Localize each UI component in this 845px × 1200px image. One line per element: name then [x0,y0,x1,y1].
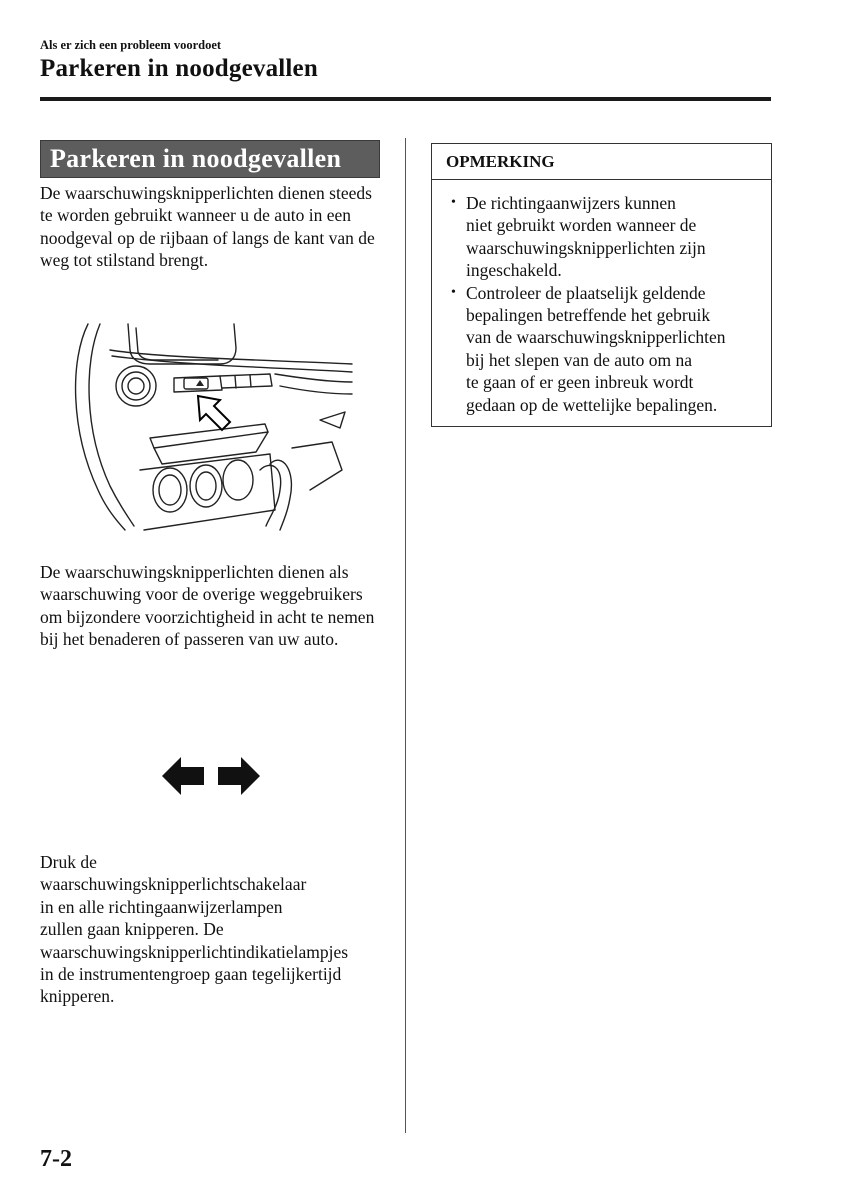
bullet-icon: • [451,284,456,300]
section-heading: Parkeren in noodgevallen [40,140,380,178]
note-item [451,282,761,416]
breadcrumb: Als er zich een probleem voordoet [40,38,222,52]
note-item [451,192,761,282]
instruction-line: in de instrumentengroep gaan tegelijkertijd [40,964,342,985]
hazard-arrows-icon [162,757,260,795]
note-box [431,143,772,427]
instruction-line: Druk de [40,852,97,872]
note-line: van de waarschuwingsknipperlichten [466,327,726,348]
instruction-line: zullen gaan knipperen. De [40,919,224,940]
paragraph-warning: De waarschuwingsknipperlichten dienen als waarschuwing voor de overige weggebruikers om bijzondere voorzichtigheid in acht te nemen bij het benaderen of passeren van uw auto. [40,562,375,650]
paragraph-instructions [40,851,385,1008]
note-line: niet gebruikt worden wanneer de [466,215,697,236]
page-number: 7-2 [40,1146,72,1172]
note-title: OPMERKING [432,144,771,180]
note-list [432,180,771,416]
column-divider [405,138,406,1133]
note-line: ingeschakeld. [466,260,562,281]
note-line: waarschuwingsknipperlichten zijn [466,237,706,258]
bullet-icon: • [451,195,456,210]
note-line: bepalingen betreffende het gebruik [466,305,711,326]
note-line: Controleer de plaatselijk geldende [466,282,706,303]
page-title: Parkeren in noodgevallen [40,55,318,82]
note-line: bij het slepen van de auto om na [466,349,692,370]
header-rule [40,97,771,101]
left-arrow-icon [162,757,204,795]
instruction-line: in en alle richtingaanwijzerlampen [40,896,283,917]
instruction-line: knipperen. [40,986,115,1007]
right-arrow-icon [218,757,260,795]
instruction-line: waarschuwingsknipperlichtindikatielampjes [40,941,349,962]
note-line: De richtingaanwijzers kunnen [466,193,676,213]
note-line: te gaan of er geen inbreuk wordt [466,372,694,393]
paragraph-intro: De waarschuwingsknipperlichten dienen steeds te worden gebruikt wanneer u de auto in een noodgeval op de rijbaan of langs de kant van de weg tot stilstand brengt. [40,183,375,271]
note-line: gedaan op de wettelijke bepalingen. [466,394,718,415]
instruction-line: waarschuwingsknipperlichtschakelaar [40,874,307,895]
dashboard-hazard-switch-illustration [70,320,355,535]
